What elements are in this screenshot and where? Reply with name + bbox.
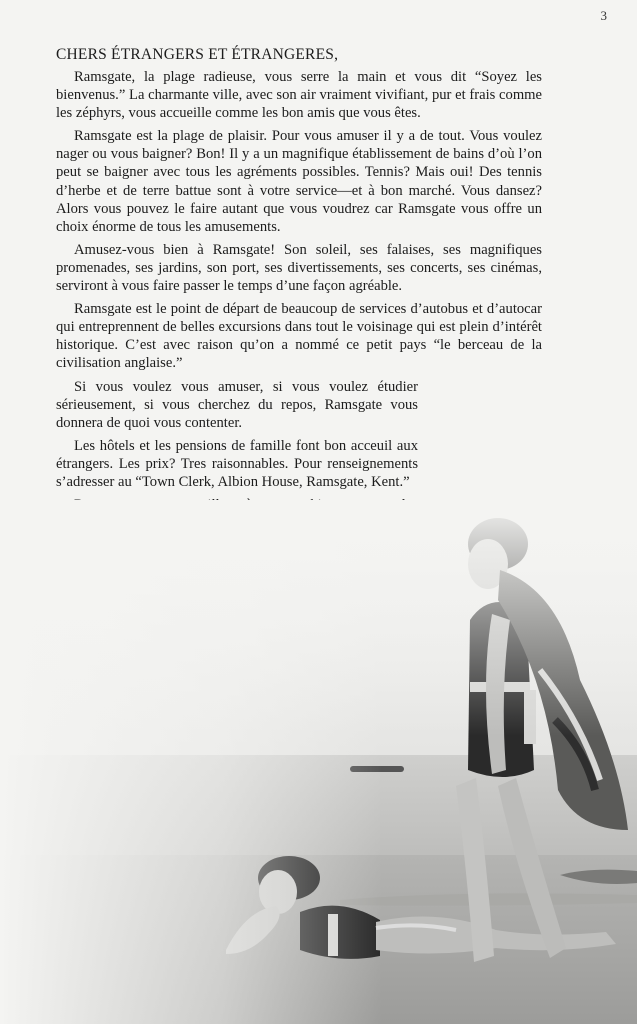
paragraph: Ramsgate est la plage de plaisir. Pour vous amuser il y a de tout. Vous voulez nager ou vous baigner? Bon! Il y a un magnifique établissement de bains d’où l’on peut se baigner avec tous les agréments possibles. Tennis? Mais oui! Des tennis d’herbe et de terre battue sont à votre service—et à bon marché. Vous dansez? Alors vous pouvez le faire autant que vous voudrez car Ramsgate vous offre un choix énorme de tous les amusements. [56, 128, 542, 235]
paragraph: Ramsgate est le point de départ de beaucoup de services d’autobus et d’autocar qui entreprennent de belles excursions dans tout le voisinage qui est plein d’intérêt historique. C’est avec raison qu’on a nommé ce petit pays “le berceau de la civilisation anglaise.” [56, 301, 542, 372]
beach-photo [0, 500, 637, 1024]
paragraph: Les hôtels et les pensions de famille font bon acceuil aux étrangers. Les prix? Tres raisonnables. Pour renseignements s’adresser au “Town Clerk, Albion House, Ramsgate, Kent.” [56, 437, 418, 490]
page-number: 3 [600, 8, 607, 23]
letter [56, 46, 542, 578]
paragraph: Ramsgate, la plage radieuse, vous serre la main et vous dit “Soyez les bienvenus.” La charmante ville, avec son air vraiment vivifiant, pur et frais comme les zéphyrs, vous accueille comme les bon amis que vous êtes. [56, 69, 542, 122]
paragraph: Amusez-vous bien à Ramsgate! Son soleil, ses falaises, ses magnifiques promenades, ses jardins, son port, ses divertissements, ses concerts, ses cinémas, serviront à vous faire passer le temps d’une façon agréable. [56, 241, 542, 295]
paragraph: Si vous voulez vous amuser, si vous voulez étudier sérieusement, si vous cherchez du repos, Ramsgate vous donnera de quoi vous contenter. [56, 378, 418, 431]
letter-heading: CHERS ÉTRANGERS ET ÉTRANGERES, [56, 46, 339, 63]
